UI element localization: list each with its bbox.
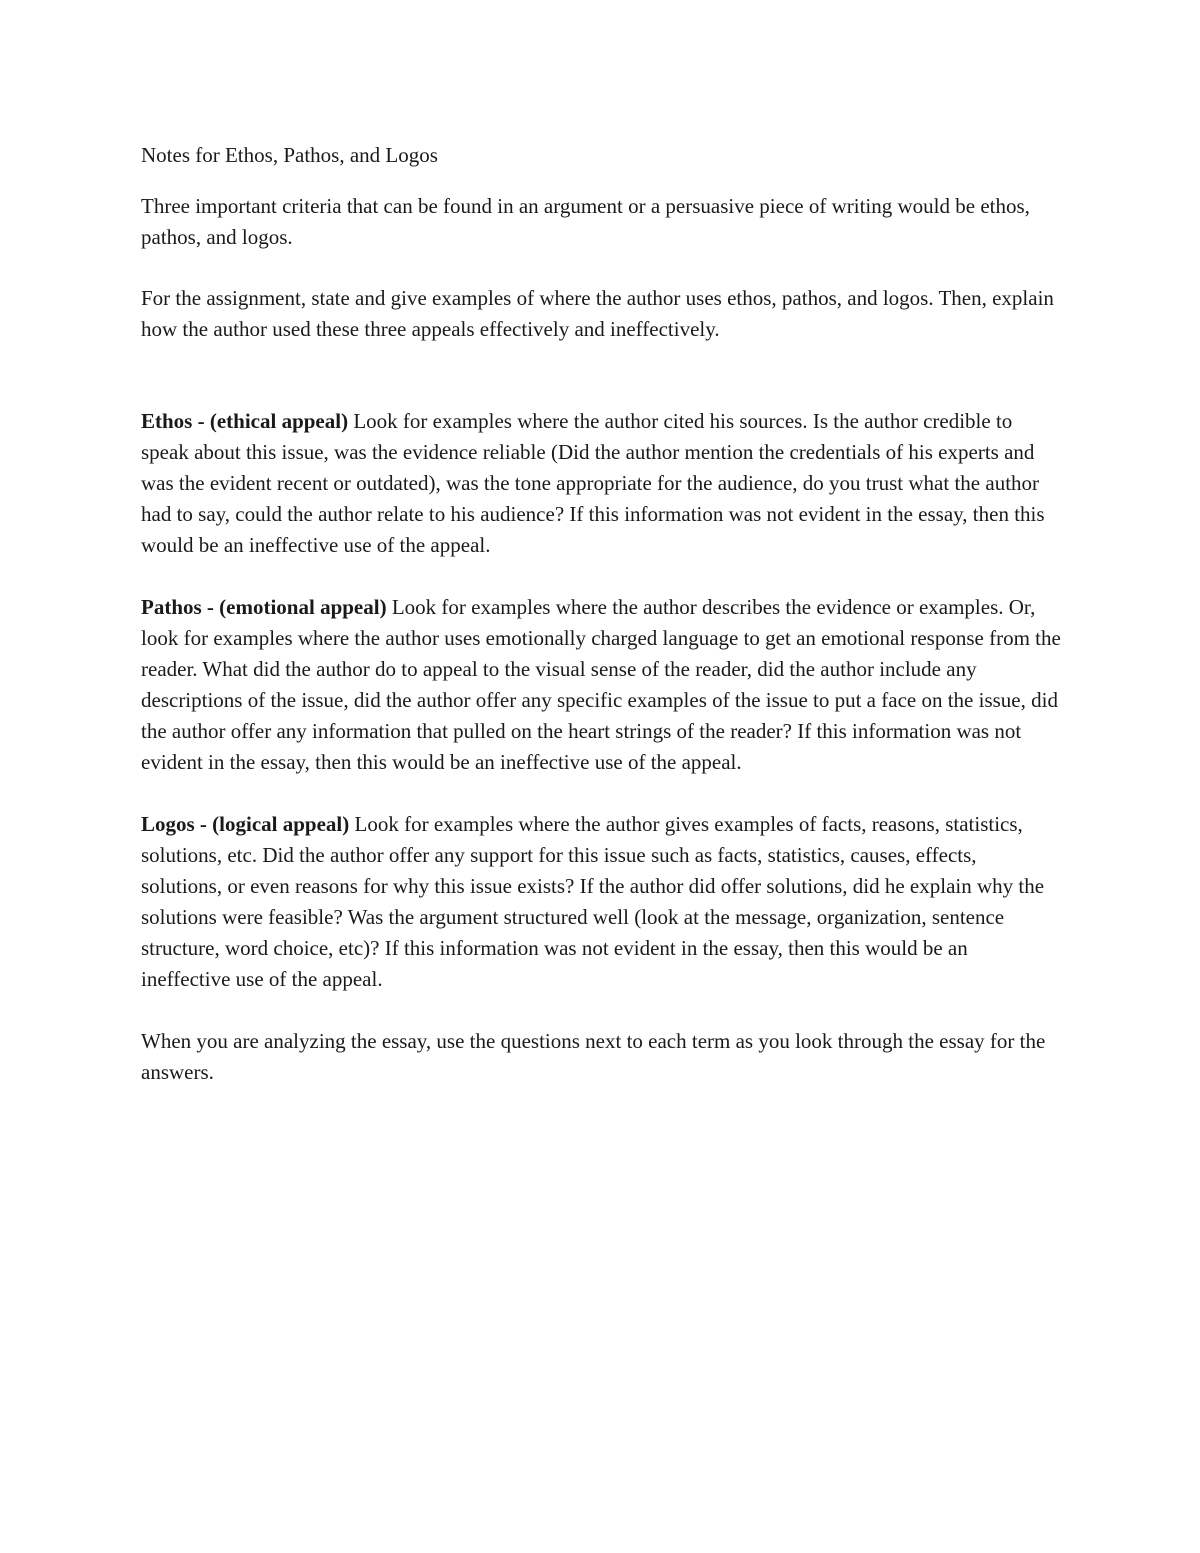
ethos-description: Look for examples where the author cited his sources. Is the author credible to speak about this issue, was the evidence reliable (Did the author mention the credentials of his experts and was the evident recent or outdated), was the tone appropriate for the audience, do you trust what the author had to say, could the author relate to his audience? If this information was not evident in the essay, then this would be an ineffective use of the appeal. bbox=[141, 409, 1045, 557]
document-title: Notes for Ethos, Pathos, and Logos bbox=[141, 143, 438, 167]
pathos-description: Look for examples where the author describes the evidence or examples. Or, look for examples where the author uses emotionally charged language to get an emotional response from the reader. What did the author do to appeal to the visual sense of the reader, did the author include any descriptions of the issue, did the author offer any specific examples of the issue to put a face on the issue, did the author offer any information that pulled on the heart strings of the reader? If this information was not evident in the essay, then this would be an ineffective use of the appeal. bbox=[141, 595, 1061, 774]
pathos-term: Pathos - (emotional appeal) bbox=[141, 595, 387, 619]
logos-paragraph bbox=[141, 809, 1061, 995]
closing-paragraph: When you are analyzing the essay, use the questions next to each term as you look through the essay for the answers. bbox=[141, 1029, 1046, 1084]
document-body bbox=[141, 140, 1061, 1088]
logos-term: Logos - (logical appeal) bbox=[141, 812, 350, 836]
ethos-term: Ethos - (ethical appeal) bbox=[141, 409, 349, 433]
assignment-paragraph: For the assignment, state and give examples of where the author uses ethos, pathos, and logos. Then, explain how the author used these three appeals effectively and ineffectively. bbox=[141, 286, 1054, 341]
intro-paragraph: Three important criteria that can be found in an argument or a persuasive piece of writing would be ethos, pathos, and logos. bbox=[141, 194, 1030, 249]
pathos-paragraph bbox=[141, 592, 1061, 778]
ethos-paragraph bbox=[141, 406, 1061, 561]
logos-description: Look for examples where the author gives examples of facts, reasons, statistics, solutions, etc. Did the author offer any support for this issue such as facts, statistics, causes, effects, solutions, or even reasons for why this issue exists? If the author did offer solutions, did he explain why the solutions were feasible? Was the argument structured well (look at the message, organization, sentence structure, word choice, etc)? If this information was not evident in the essay, then this would be an ineffective use of the appeal. bbox=[141, 812, 1045, 991]
